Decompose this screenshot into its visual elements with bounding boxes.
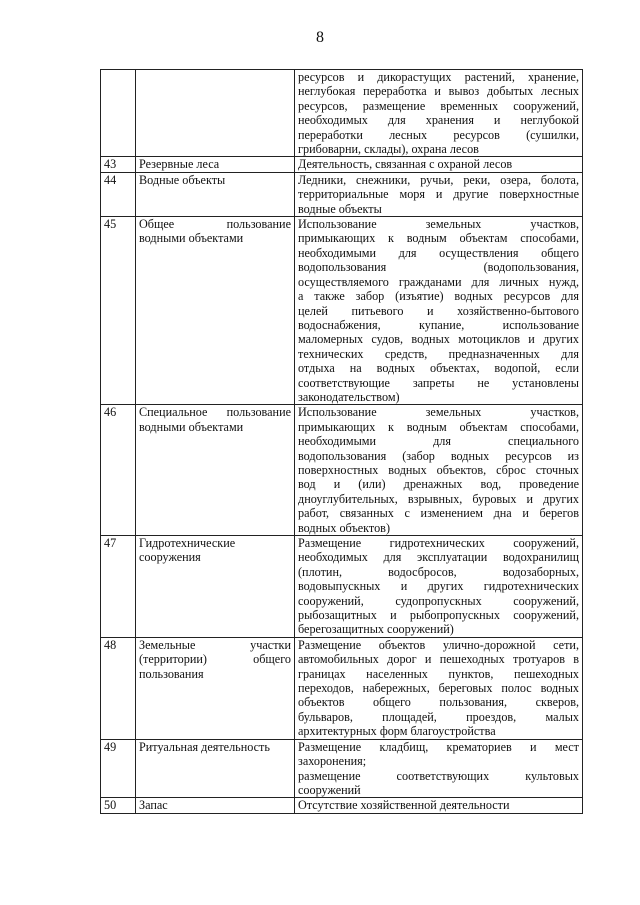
zone-description-line: переработки лесных ресурсов (сушилки, xyxy=(298,127,579,142)
row-number xyxy=(101,70,136,157)
zone-description-line: Отсутствие хозяйственной деятельности xyxy=(298,798,510,813)
zone-description-line: Использование земельных участков, xyxy=(298,405,579,420)
table-row xyxy=(101,798,583,813)
zone-name-line: Резервные леса xyxy=(139,157,220,172)
zone-description-line: неглубокая переработка и вывоз добытых лесных xyxy=(298,84,579,99)
zone-description-line: водопользования (водопользования, xyxy=(298,260,579,275)
zone-name-line: сооружения xyxy=(139,550,201,565)
zone-name-line: Ритуальная деятельность xyxy=(139,739,270,754)
zone-name xyxy=(136,172,295,216)
zone-name-line: Водные объекты xyxy=(139,172,226,187)
zone-name-line: Специальное пользование xyxy=(139,405,291,420)
zone-name xyxy=(136,798,295,813)
zone-description xyxy=(295,405,583,536)
zone-description-line: Использование земельных участков, xyxy=(298,217,579,232)
zone-name xyxy=(136,157,295,172)
row-number: 46 xyxy=(101,405,136,536)
table-row xyxy=(101,637,583,739)
row-number: 49 xyxy=(101,739,136,798)
zone-description-line: берегозащитных сооружений) xyxy=(298,622,454,637)
zone-name-line: водными объектами xyxy=(139,419,244,434)
table-row xyxy=(101,172,583,216)
zone-description-line: переходов, набережных, береговых полос водных xyxy=(298,681,579,696)
table-row xyxy=(101,217,583,405)
zone-description-line: ресурсов, размещение временных сооружений, xyxy=(298,98,579,113)
zone-description xyxy=(295,536,583,638)
zone-description-line: вод и (или) дренажных вод, проведение xyxy=(298,477,579,492)
zone-description-line: Размещение кладбищ, крематориев и мест xyxy=(298,739,579,754)
row-number: 48 xyxy=(101,637,136,739)
zone-name xyxy=(136,405,295,536)
table-row xyxy=(101,739,583,798)
zone-description-line: объектов общего пользования, скверов, xyxy=(298,695,579,710)
zone-name xyxy=(136,217,295,405)
zone-description-line: маломерных судов, водных мотоциклов и других xyxy=(298,332,579,347)
zone-description-line: грибоварни, склады), охрана лесов xyxy=(298,142,479,157)
zone-description-line: осуществляемого гражданами для личных нужд, xyxy=(298,274,579,289)
zone-name xyxy=(136,739,295,798)
zone-name-line: Земельные участки xyxy=(139,637,291,652)
row-number: 43 xyxy=(101,157,136,172)
zone-description-line: территориальные моря и другие поверхностные xyxy=(298,187,579,202)
zone-description-line: необходимыми для осуществления общего xyxy=(298,245,579,260)
table-body xyxy=(101,70,583,814)
zone-description-line: соответствующие запреты не установлены xyxy=(298,375,579,390)
table-row xyxy=(101,536,583,638)
zone-description-line: ресурсов и дикорастущих растений, хранение, xyxy=(298,70,579,84)
zone-description xyxy=(295,217,583,405)
zone-description-line: водоснабжения, купание, использование xyxy=(298,317,579,332)
zone-name-line: Запас xyxy=(139,798,168,813)
zone-description-line: а также забор (изъятие) водных ресурсов для xyxy=(298,289,579,304)
zone-description-line: Деятельность, связанная с охраной лесов xyxy=(298,157,513,172)
zone-description xyxy=(295,739,583,798)
row-number: 47 xyxy=(101,536,136,638)
zoning-table xyxy=(100,69,583,814)
row-number: 45 xyxy=(101,217,136,405)
table-row xyxy=(101,157,583,172)
zone-name xyxy=(136,637,295,739)
zone-description-line: (плотин, водосбросов, водозаборных, xyxy=(298,564,579,579)
zone-description-line: работ, связанных с изменением дна и берегов xyxy=(298,506,579,521)
zone-description-line: рыбозащитных и рыбопропускных сооружений, xyxy=(298,608,579,623)
zone-description-line: дноуглубительных, взрывных, буровых и других xyxy=(298,491,579,506)
zone-description-line: примыкающих к водным объектам способами, xyxy=(298,231,579,246)
zone-description-line: Ледники, снежники, ручьи, реки, озера, болота, xyxy=(298,172,579,187)
zone-description-line: необходимыми для специального xyxy=(298,434,579,449)
zone-description-line: архитектурных форм благоустройства xyxy=(298,724,496,739)
zone-description-line: сооружений xyxy=(298,782,361,797)
zone-name xyxy=(136,536,295,638)
page-number: 8 xyxy=(316,29,324,46)
zone-description-line: водопользования (забор водных ресурсов из xyxy=(298,448,579,463)
zone-description-line: поверхностных водных объектов, сброс сточных xyxy=(298,462,579,477)
zone-description-line: размещение соответствующих культовых xyxy=(298,768,579,783)
zone-name-line: (территории) общего xyxy=(139,652,291,667)
zone-name-line: водными объектами xyxy=(139,231,244,246)
zone-description xyxy=(295,70,583,157)
zone-description-line: примыкающих к водным объектам способами, xyxy=(298,419,579,434)
zone-description xyxy=(295,172,583,216)
zone-name-line: Общее пользование xyxy=(139,217,291,232)
zone-description-line: автомобильных дорог и пешеходных тротуаров в xyxy=(298,652,579,667)
zone-description-line: целей питьевого и хозяйственно-бытового xyxy=(298,303,579,318)
zone-description-line: Размещение объектов улично-дорожной сети, xyxy=(298,637,579,652)
zone-description-line: отдыха на водных объектах, водопой, если xyxy=(298,361,579,376)
zone-description xyxy=(295,798,583,813)
zone-description xyxy=(295,157,583,172)
zone-description-line: сооружений, судопропускных сооружений, xyxy=(298,593,579,608)
zone-name-line: Гидротехнические xyxy=(139,536,236,550)
zone-description-line: водные объекты xyxy=(298,201,382,216)
zone-description-line: захоронения; xyxy=(298,754,367,769)
table-row xyxy=(101,70,583,157)
zone-description-line: водных объектов) xyxy=(298,520,391,535)
zone-description-line: водовыпускных и других гидротехнических xyxy=(298,579,579,594)
zone-description-line: законодательством) xyxy=(298,389,400,404)
zone-description xyxy=(295,637,583,739)
zone-description-line: необходимых для хранения и неглубокой xyxy=(298,113,579,128)
zone-name-line: пользования xyxy=(139,666,204,681)
zone-description-line: бульваров, площадей, проездов, малых xyxy=(298,709,579,724)
row-number: 44 xyxy=(101,172,136,216)
table-row xyxy=(101,405,583,536)
zone-description-line: Размещение гидротехнических сооружений, xyxy=(298,536,579,550)
zone-description-line: необходимых для эксплуатации водохранилищ xyxy=(298,550,579,565)
zone-name xyxy=(136,70,295,157)
row-number: 50 xyxy=(101,798,136,813)
zone-description-line: границах населенных пунктов, пешеходных xyxy=(298,666,579,681)
zone-description-line: технических средств, предназначенных для xyxy=(298,346,579,361)
